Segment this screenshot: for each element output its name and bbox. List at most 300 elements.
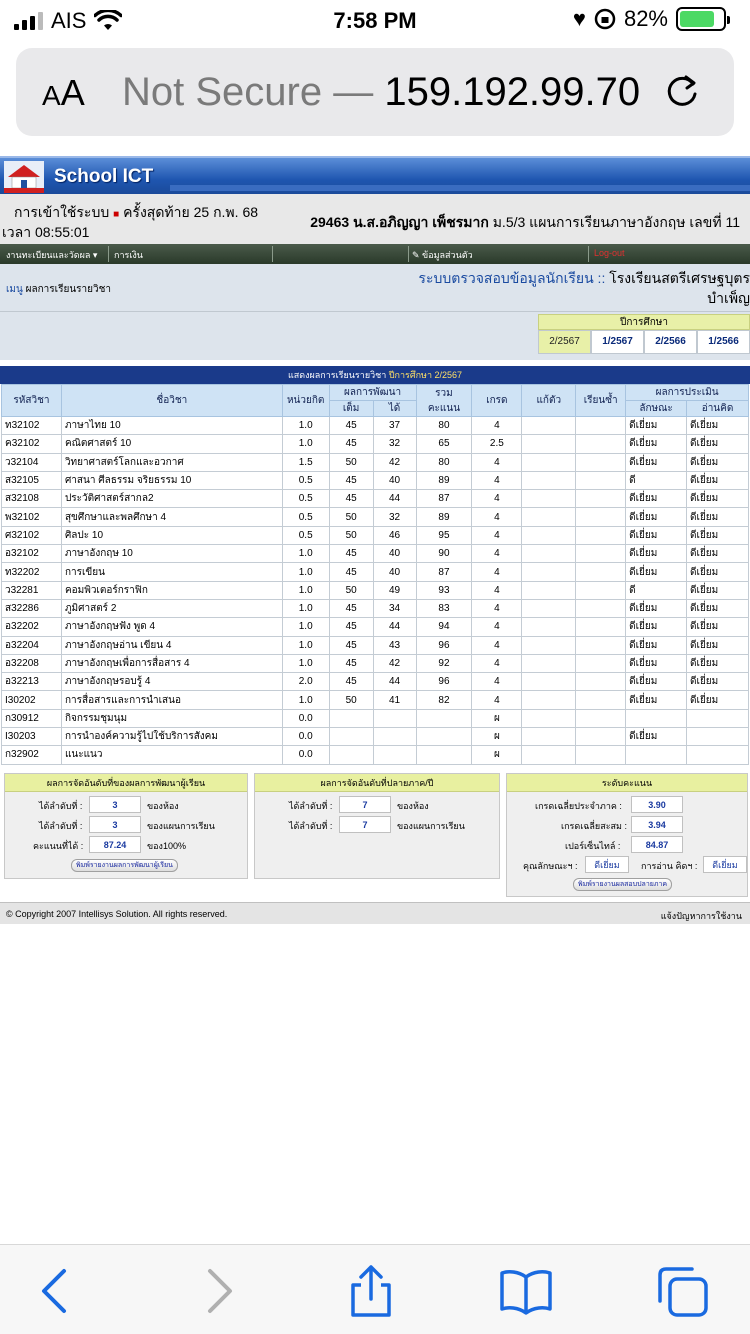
cell-repeat	[576, 545, 626, 563]
cell-name: ภาษาอังกฤษ 10	[61, 545, 282, 563]
cell-credit: 1.5	[282, 453, 329, 471]
share-icon[interactable]	[343, 1263, 399, 1319]
cell-fix	[522, 618, 576, 636]
cell-credit: 1.0	[282, 581, 329, 599]
col-got: ได้	[373, 401, 416, 417]
cell-total	[416, 728, 472, 746]
col-eval: ผลการประเมิน	[626, 385, 749, 401]
grades-title: แสดงผลการเรียนรายวิชา ปีการศึกษา 2/2567	[0, 366, 750, 384]
table-row	[2, 691, 749, 709]
cell-fix	[522, 746, 576, 764]
year-selector-header: ปีการศึกษา	[538, 314, 750, 330]
cell-name: การนำองค์ความรู้ไปใช้บริการสังคม	[61, 728, 282, 746]
cell-name: ภาษาอังกฤษฟัง พูด 4	[61, 618, 282, 636]
breadcrumb: เมนู ผลการเรียนรายวิชา	[6, 284, 112, 295]
cell-read: ดีเยี่ยม	[687, 471, 749, 489]
cell-code: ว32104	[2, 453, 62, 471]
last-login-time: เวลา 08:55:01	[2, 224, 90, 240]
cell-credit: 0.5	[282, 526, 329, 544]
cell-total: 96	[416, 673, 472, 691]
cell-name: ภูมิศาสตร์ 2	[61, 599, 282, 617]
table-row	[2, 563, 749, 581]
cell-trait: ดีเยี่ยม	[626, 618, 687, 636]
summary-section	[4, 773, 748, 901]
tabs-icon[interactable]	[654, 1263, 710, 1319]
site-banner	[0, 156, 750, 194]
cell-read	[687, 709, 749, 727]
rank-dev-title: ผลการจัดอันดับที่ของผลการพัฒนาผู้เรียน	[5, 774, 247, 792]
year-selector	[538, 314, 750, 354]
cell-fix	[522, 691, 576, 709]
grades-table	[1, 384, 749, 765]
cell-trait: ดีเยี่ยม	[626, 435, 687, 453]
cell-fix	[522, 563, 576, 581]
cell-got: 44	[373, 673, 416, 691]
cell-repeat	[576, 599, 626, 617]
cell-full: 45	[329, 471, 373, 489]
cell-credit: 1.0	[282, 691, 329, 709]
carrier-name: AIS	[51, 8, 87, 33]
cell-got: 37	[373, 417, 416, 435]
menu-finance[interactable]: การเงิน	[114, 250, 143, 260]
cell-fix	[522, 435, 576, 453]
cell-repeat	[576, 709, 626, 727]
col-trait: ลักษณะ	[626, 401, 687, 417]
cell-credit: 1.0	[282, 563, 329, 581]
cell-grade: 4	[472, 545, 522, 563]
cell-got	[373, 709, 416, 727]
status-bar	[0, 0, 750, 42]
menu-registration[interactable]: งานทะเบียนและวัดผล ▾	[6, 250, 98, 260]
cell-credit: 1.0	[282, 545, 329, 563]
bookmarks-icon[interactable]	[498, 1263, 554, 1319]
cell-code: ส32286	[2, 599, 62, 617]
cell-code: อ32208	[2, 654, 62, 672]
cell-fix	[522, 417, 576, 435]
read-result: ดีเยี่ยม	[703, 856, 747, 873]
cell-fix	[522, 654, 576, 672]
cell-repeat	[576, 618, 626, 636]
web-page	[0, 156, 750, 926]
col-read: อ่านคิด	[687, 401, 749, 417]
back-icon[interactable]	[28, 1263, 84, 1319]
cell-repeat	[576, 673, 626, 691]
table-row	[2, 526, 749, 544]
col-total: รวม คะแนน	[416, 385, 472, 417]
table-row	[2, 545, 749, 563]
reader-options-button[interactable]: AA	[42, 72, 85, 113]
col-grade: เกรด	[472, 385, 522, 417]
cell-trait: ดี	[626, 581, 687, 599]
cell-name: กิจกรรมชุมนุม	[61, 709, 282, 727]
cell-fix	[522, 636, 576, 654]
cell-got: 46	[373, 526, 416, 544]
table-row	[2, 654, 749, 672]
cell-full: 50	[329, 526, 373, 544]
cell-read: ดีเยี่ยม	[687, 435, 749, 453]
cell-read: ดีเยี่ยม	[687, 417, 749, 435]
cell-total: 92	[416, 654, 472, 672]
cell-total: 87	[416, 563, 472, 581]
table-row	[2, 471, 749, 489]
cell-credit: 0.5	[282, 471, 329, 489]
cell-got: 32	[373, 508, 416, 526]
col-name: ชื่อวิชา	[61, 385, 282, 417]
orientation-lock-icon	[594, 8, 616, 30]
table-row	[2, 618, 749, 636]
cell-grade: 4	[472, 490, 522, 508]
cell-total: 90	[416, 545, 472, 563]
cell-code: ค32102	[2, 435, 62, 453]
cell-name: ภาษาอังกฤษอ่าน เขียน 4	[61, 636, 282, 654]
cell-code: ส32108	[2, 490, 62, 508]
cell-grade: 4	[472, 526, 522, 544]
cell-read: ดีเยี่ยม	[687, 563, 749, 581]
table-row	[2, 508, 749, 526]
rank-final-title: ผลการจัดอันดับที่ปลายภาค/ปี	[255, 774, 499, 792]
heart-icon: ♥	[572, 6, 586, 31]
table-row	[2, 417, 749, 435]
cell-grade: 2.5	[472, 435, 522, 453]
cell-full	[329, 746, 373, 764]
cell-credit: 1.0	[282, 654, 329, 672]
student-info: 29463 น.ส.อภิญญา เพ็ชรมาก ม.5/3 แผนการเรียนภาษาอังกฤษ เลขที่ 11	[310, 214, 740, 230]
cell-total	[416, 709, 472, 727]
table-row	[2, 673, 749, 691]
table-row	[2, 453, 749, 471]
school-logo-icon	[4, 161, 44, 193]
cell-fix	[522, 453, 576, 471]
cell-trait: ดีเยี่ยม	[626, 490, 687, 508]
cell-credit: 0.5	[282, 508, 329, 526]
cell-fix	[522, 545, 576, 563]
cell-read: ดีเยี่ยม	[687, 691, 749, 709]
rank-dev-room: 3	[89, 796, 141, 813]
year-tab-2-2567[interactable]: 2/2567	[538, 330, 591, 354]
cell-code: ศ32102	[2, 526, 62, 544]
cell-grade: 4	[472, 691, 522, 709]
cell-trait: ดี	[626, 471, 687, 489]
cell-got	[373, 728, 416, 746]
cell-credit: 0.0	[282, 728, 329, 746]
cell-trait	[626, 709, 687, 727]
report-problem-link[interactable]: แจ้งปัญหาการใช้งาน	[660, 911, 742, 921]
cell-trait: ดีเยี่ยม	[626, 728, 687, 746]
cell-total	[416, 746, 472, 764]
cell-full: 45	[329, 545, 373, 563]
cell-grade: 4	[472, 654, 522, 672]
cell-full	[329, 728, 373, 746]
cell-trait: ดีเยี่ยม	[626, 526, 687, 544]
cell-total: 87	[416, 490, 472, 508]
year-tab-1-2567[interactable]: 1/2567	[591, 330, 644, 354]
browser-toolbar	[0, 1244, 750, 1334]
cell-repeat	[576, 728, 626, 746]
cell-grade: 4	[472, 471, 522, 489]
col-repeat: เรียนซ้ำ	[576, 385, 626, 417]
cell-name: ภาษาอังกฤษรอบรู้ 4	[61, 673, 282, 691]
cell-code: ท32102	[2, 417, 62, 435]
cell-repeat	[576, 453, 626, 471]
cell-got: 42	[373, 453, 416, 471]
cell-code: I30202	[2, 691, 62, 709]
cell-credit: 1.0	[282, 618, 329, 636]
cell-read: ดีเยี่ยม	[687, 673, 749, 691]
cell-name: ศิลปะ 10	[61, 526, 282, 544]
main-menu	[0, 244, 750, 264]
rank-final-panel: ผลการจัดอันดับที่ปลายภาค/ปี ได้ลำดับที่ : 7 ของห้อง ได้ลำดับที่ : 7 ของแผนการเรียน	[254, 773, 500, 879]
cell-name: คณิตศาสตร์ 10	[61, 435, 282, 453]
cell-name: วิทยาศาสตร์โลกและอวกาศ	[61, 453, 282, 471]
rank-final-plan: 7	[339, 816, 391, 833]
cell-total: 94	[416, 618, 472, 636]
cell-trait: ดีเยี่ยม	[626, 691, 687, 709]
cell-fix	[522, 599, 576, 617]
cell-total: 82	[416, 691, 472, 709]
cell-total: 89	[416, 471, 472, 489]
host-label: 159.192.99.70	[384, 70, 641, 114]
login-info	[0, 194, 750, 244]
cell-full: 45	[329, 417, 373, 435]
cell-code: ส32105	[2, 471, 62, 489]
cell-read: ดีเยี่ยม	[687, 599, 749, 617]
cell-got: 40	[373, 471, 416, 489]
cell-full: 45	[329, 435, 373, 453]
forward-icon[interactable]	[190, 1263, 246, 1319]
cell-full: 45	[329, 673, 373, 691]
cell-total: 93	[416, 581, 472, 599]
cell-name: แนะแนว	[61, 746, 282, 764]
cell-total: 83	[416, 599, 472, 617]
table-row	[2, 709, 749, 727]
cell-credit: 1.0	[282, 417, 329, 435]
cell-fix	[522, 471, 576, 489]
cell-total: 80	[416, 453, 472, 471]
cell-full: 50	[329, 453, 373, 471]
cell-code: อ32202	[2, 618, 62, 636]
last-login: การเข้าใช้ระบบ ■ ครั้งสุดท้าย 25 ก.พ. 68	[14, 204, 259, 220]
cell-trait: ดีเยี่ยม	[626, 673, 687, 691]
cell-full: 50	[329, 508, 373, 526]
rank-final-room: 7	[339, 796, 391, 813]
col-dev: ผลการพัฒนา	[329, 385, 416, 401]
cell-trait: ดีเยี่ยม	[626, 453, 687, 471]
cell-name: ภาษาอังกฤษเพื่อการสื่อสาร 4	[61, 654, 282, 672]
cell-credit: 2.0	[282, 673, 329, 691]
cell-full: 50	[329, 581, 373, 599]
cell-full: 45	[329, 490, 373, 508]
rank-dev-panel: ผลการจัดอันดับที่ของผลการพัฒนาผู้เรียน ได้ลำดับที่ : 3 ของห้อง ได้ลำดับที่ : 3 ของแผนการเรียน คะแนนที่ได้ : 87.24 ของ100% พิมพ์รายงานผลการพัฒนาผู้เรียน	[4, 773, 248, 879]
cell-grade: 4	[472, 563, 522, 581]
cell-full: 50	[329, 691, 373, 709]
not-secure-label: Not Secure	[122, 70, 323, 114]
address-bar[interactable]	[16, 48, 734, 136]
table-row	[2, 599, 749, 617]
cell-repeat	[576, 746, 626, 764]
cell-read: ดีเยี่ยม	[687, 581, 749, 599]
table-row	[2, 728, 749, 746]
cell-repeat	[576, 691, 626, 709]
cell-credit: 0.0	[282, 746, 329, 764]
rank-dev-plan: 3	[89, 816, 141, 833]
cell-grade: ผ	[472, 746, 522, 764]
cell-name: การเขียน	[61, 563, 282, 581]
cell-trait: ดีเยี่ยม	[626, 563, 687, 581]
cell-read: ดีเยี่ยม	[687, 453, 749, 471]
cell-credit: 1.0	[282, 636, 329, 654]
battery-icon	[676, 7, 726, 31]
cell-full: 45	[329, 654, 373, 672]
cell-trait: ดีเยี่ยม	[626, 508, 687, 526]
col-code: รหัสวิชา	[2, 385, 62, 417]
trait-result: ดีเยี่ยม	[585, 856, 629, 873]
cell-trait: ดีเยี่ยม	[626, 545, 687, 563]
cell-fix	[522, 673, 576, 691]
cell-read: ดีเยี่ยม	[687, 526, 749, 544]
cell-grade: ผ	[472, 728, 522, 746]
cell-fix	[522, 728, 576, 746]
cell-got: 44	[373, 490, 416, 508]
cell-read	[687, 728, 749, 746]
table-row	[2, 636, 749, 654]
table-row	[2, 581, 749, 599]
percentile: 84.87	[631, 836, 683, 853]
cell-got: 41	[373, 691, 416, 709]
cell-grade: 4	[472, 581, 522, 599]
cell-grade: 4	[472, 508, 522, 526]
cell-grade: ผ	[472, 709, 522, 727]
cell-grade: 4	[472, 673, 522, 691]
cell-fix	[522, 490, 576, 508]
cell-grade: 4	[472, 453, 522, 471]
cell-code: ว32281	[2, 581, 62, 599]
status-right	[573, 6, 726, 32]
cell-got: 34	[373, 599, 416, 617]
cell-got: 32	[373, 435, 416, 453]
cell-full: 45	[329, 599, 373, 617]
cell-total: 80	[416, 417, 472, 435]
cell-name: ภาษาไทย 10	[61, 417, 282, 435]
year-tab-2-2566[interactable]: 2/2566	[644, 330, 697, 354]
system-header	[0, 264, 750, 312]
cell-code: ก30912	[2, 709, 62, 727]
table-row	[2, 490, 749, 508]
cell-got: 40	[373, 545, 416, 563]
cell-got: 44	[373, 618, 416, 636]
cell-full: 45	[329, 618, 373, 636]
cell-name: คอมพิวเตอร์กราฟิก	[61, 581, 282, 599]
cell-read	[687, 746, 749, 764]
cell-code: ก32902	[2, 746, 62, 764]
cell-trait: ดีเยี่ยม	[626, 417, 687, 435]
cell-total: 96	[416, 636, 472, 654]
cell-name: การสื่อสารและการนำเสนอ	[61, 691, 282, 709]
print-dev-report-button[interactable]: พิมพ์รายงานผลการพัฒนาผู้เรียน	[71, 859, 178, 872]
cell-read: ดีเยี่ยม	[687, 654, 749, 672]
cell-code: อ32213	[2, 673, 62, 691]
cell-repeat	[576, 581, 626, 599]
cell-total: 89	[416, 508, 472, 526]
cell-fix	[522, 709, 576, 727]
cell-repeat	[576, 526, 626, 544]
print-final-report-button[interactable]: พิมพ์รายงานผลสอบปลายภาค	[573, 878, 672, 891]
cell-full: 45	[329, 636, 373, 654]
banner-stripe	[170, 185, 750, 191]
scores-title: ระดับคะแนน	[507, 774, 747, 792]
url-text[interactable]: Not Secure — 159.192.99.70	[122, 70, 641, 114]
page-footer	[0, 902, 750, 924]
cell-repeat	[576, 417, 626, 435]
system-title: ระบบตรวจสอบข้อมูลนักเรียน :: โรงเรียนสตรีเศรษฐบุตร บำเพ็ญ	[418, 270, 750, 306]
cell-got	[373, 746, 416, 764]
cell-total: 95	[416, 526, 472, 544]
cell-code: พ32102	[2, 508, 62, 526]
cell-trait: ดีเยี่ยม	[626, 636, 687, 654]
year-tab-1-2566[interactable]: 1/2566	[697, 330, 750, 354]
cell-repeat	[576, 563, 626, 581]
cell-credit: 1.0	[282, 435, 329, 453]
table-row	[2, 746, 749, 764]
cell-credit: 1.0	[282, 599, 329, 617]
cell-full: 45	[329, 563, 373, 581]
cell-total: 65	[416, 435, 472, 453]
cell-grade: 4	[472, 618, 522, 636]
cell-fix	[522, 508, 576, 526]
cell-repeat	[576, 490, 626, 508]
cell-read: ดีเยี่ยม	[687, 618, 749, 636]
table-row	[2, 435, 749, 453]
cell-repeat	[576, 636, 626, 654]
cell-repeat	[576, 654, 626, 672]
reload-icon[interactable]	[660, 70, 704, 114]
cell-name: สุขศึกษาและพลศึกษา 4	[61, 508, 282, 526]
cell-credit: 0.0	[282, 709, 329, 727]
cell-code: I30203	[2, 728, 62, 746]
cell-code: อ32102	[2, 545, 62, 563]
cell-read: ดีเยี่ยม	[687, 545, 749, 563]
cell-read: ดีเยี่ยม	[687, 508, 749, 526]
cell-code: ท32202	[2, 563, 62, 581]
cell-fix	[522, 526, 576, 544]
cell-grade: 4	[472, 636, 522, 654]
gpa-cum: 3.94	[631, 816, 683, 833]
col-credit: หน่วยกิต	[282, 385, 329, 417]
bullet-icon: ■	[113, 209, 120, 220]
copyright: © Copyright 2007 Intellisys Solution. All rights reserved.	[6, 909, 228, 919]
cell-repeat	[576, 435, 626, 453]
cell-got: 40	[373, 563, 416, 581]
cell-read: ดีเยี่ยม	[687, 636, 749, 654]
cell-full	[329, 709, 373, 727]
cell-grade: 4	[472, 599, 522, 617]
gpa-term: 3.90	[631, 796, 683, 813]
col-full: เต็ม	[329, 401, 373, 417]
year-selector-area	[0, 312, 750, 360]
scores-panel: ระดับคะแนน เกรดเฉลี่ยประจำภาค : 3.90 เกรดเฉลี่ยสะสม : 3.94 เปอร์เซ็นไทล์ : 84.87 คุณลักษณะฯ : ดีเยี่ยม การอ่าน คิดฯ : ดีเยี่ยม พิมพ์รายงานผลสอบปลายภาค	[506, 773, 748, 897]
cell-read: ดีเยี่ยม	[687, 490, 749, 508]
battery-percent: 82%	[623, 6, 668, 31]
logout-link[interactable]: Log-out	[594, 248, 625, 258]
cell-trait: ดีเยี่ยม	[626, 599, 687, 617]
col-fix: แก้ตัว	[522, 385, 576, 417]
cell-repeat	[576, 508, 626, 526]
cell-name: ประวัติศาสตร์สากล2	[61, 490, 282, 508]
cell-trait: ดีเยี่ยม	[626, 654, 687, 672]
rank-dev-score: 87.24	[89, 836, 141, 853]
menu-profile[interactable]: ✎ ข้อมูลส่วนตัว	[412, 250, 473, 260]
cell-got: 49	[373, 581, 416, 599]
cell-got: 42	[373, 654, 416, 672]
